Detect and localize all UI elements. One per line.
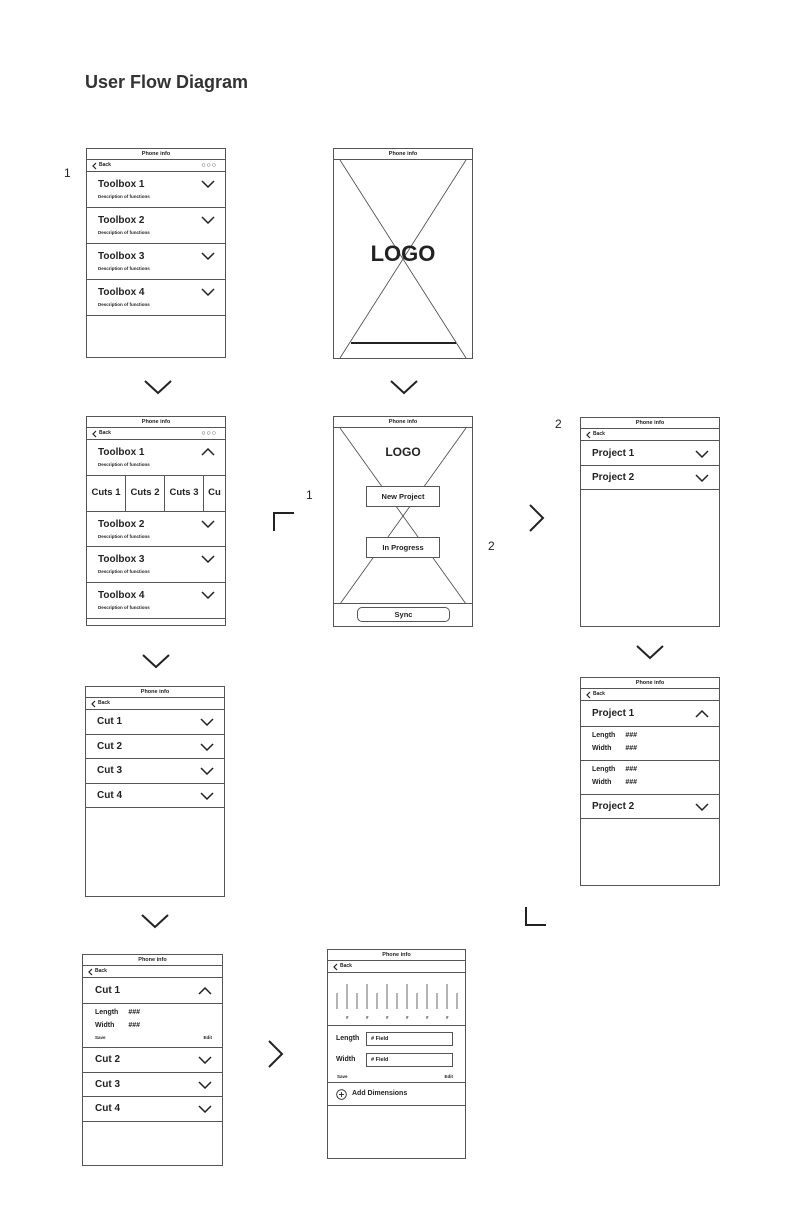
edit-button[interactable]: Edit <box>203 1035 212 1040</box>
length-row <box>95 1009 140 1016</box>
back-chevron-icon[interactable] <box>585 431 592 439</box>
flow-arrow-down-icon <box>636 645 664 659</box>
width-field[interactable]: # Field <box>366 1053 453 1067</box>
cut-title: Cut 2 <box>95 1054 120 1065</box>
cut-title: Cut 3 <box>97 765 122 776</box>
cut-detail-panel <box>83 1004 222 1048</box>
in-progress-button[interactable]: In Progress <box>366 537 440 558</box>
back-button[interactable]: Back <box>593 431 605 437</box>
cuts-cell-3[interactable]: Cuts 3 <box>165 476 204 511</box>
chevron-down-icon[interactable] <box>198 1081 212 1089</box>
sync-button[interactable]: Sync <box>357 607 450 622</box>
back-chevron-icon[interactable] <box>91 162 98 170</box>
length-label: Length <box>336 1035 360 1042</box>
cuts-strip <box>87 476 225 512</box>
cuts-cell-1[interactable]: Cuts 1 <box>87 476 126 511</box>
screen-toolbox-list <box>86 148 226 358</box>
width-label: Width <box>592 745 612 752</box>
step-label-2b: 2 <box>488 539 495 553</box>
toolbox-desc: Description of functions <box>98 605 150 610</box>
new-project-button[interactable]: New Project <box>366 486 440 507</box>
screen-project-detail <box>580 677 720 886</box>
back-chevron-icon[interactable] <box>91 430 98 438</box>
screen-cuts <box>85 686 225 897</box>
width-value: ### <box>128 1022 141 1029</box>
width-value: ### <box>625 745 638 752</box>
chevron-down-icon[interactable] <box>200 718 214 726</box>
page-title: User Flow Diagram <box>85 72 249 92</box>
ruler <box>328 973 465 1026</box>
more-dots-icon[interactable]: ○○○ <box>201 162 217 169</box>
cut-title: Cut 1 <box>97 716 122 727</box>
flow-arrow-down-icon <box>142 654 170 668</box>
tick-label: # <box>426 1015 429 1020</box>
project-item-2[interactable] <box>581 466 719 490</box>
project-title: Project 1 <box>592 708 635 719</box>
chevron-down-icon[interactable] <box>198 1105 212 1113</box>
back-button[interactable]: Back <box>99 430 111 436</box>
back-row <box>328 961 465 973</box>
footer-divider <box>334 603 472 604</box>
flow-arrow-corner-icon <box>273 512 295 532</box>
back-chevron-icon[interactable] <box>332 963 339 971</box>
chevron-down-icon[interactable] <box>695 803 709 811</box>
length-field[interactable]: # Field <box>366 1032 453 1046</box>
phone-info-bar: Phone info <box>328 950 465 961</box>
width-row <box>95 1022 140 1029</box>
screen-toolbox-expanded <box>86 416 226 626</box>
add-dimensions-row[interactable] <box>328 1083 465 1106</box>
back-button[interactable]: Back <box>95 968 107 974</box>
cut-item-4[interactable] <box>86 784 224 808</box>
back-row <box>87 160 225 172</box>
back-chevron-icon[interactable] <box>87 968 94 976</box>
dimension-group-1 <box>581 727 719 761</box>
chevron-down-icon[interactable] <box>200 767 214 775</box>
width-label: Width <box>592 779 612 786</box>
phone-info-bar: Phone info <box>87 149 225 160</box>
width-label: Width <box>95 1022 115 1029</box>
phone-info-bar: Phone info <box>581 418 719 429</box>
cut-item-1[interactable] <box>86 710 224 735</box>
loading-bar <box>351 342 456 344</box>
screen-home <box>333 416 473 627</box>
chevron-down-icon[interactable] <box>201 555 215 563</box>
flow-arrow-right-icon <box>529 504 544 532</box>
dimension-group-2 <box>581 761 719 795</box>
toolbox-title: Toolbox 2 <box>98 519 145 530</box>
toolbox-desc: Description of functions <box>98 194 150 199</box>
length-value: ### <box>128 1009 141 1016</box>
flow-arrow-right-icon <box>268 1040 283 1068</box>
chevron-down-icon[interactable] <box>200 743 214 751</box>
toolbox-item-4[interactable] <box>87 280 225 316</box>
cut-item-1[interactable] <box>83 978 222 1004</box>
tick-label: # <box>446 1015 449 1020</box>
cut-item-3[interactable] <box>86 759 224 784</box>
back-button[interactable]: Back <box>340 963 352 969</box>
step-label-1: 1 <box>64 166 71 180</box>
length-row <box>592 732 637 739</box>
add-circle-icon[interactable] <box>336 1089 347 1100</box>
tick-label: # <box>346 1015 349 1020</box>
toolbox-item-3[interactable] <box>87 547 225 583</box>
screen-measure <box>327 949 466 1159</box>
chevron-down-icon[interactable] <box>201 252 215 260</box>
tick-label: # <box>386 1015 389 1020</box>
toolbox-desc: Description of functions <box>98 230 150 235</box>
flow-arrow-corner-icon <box>525 906 547 926</box>
back-row <box>86 698 224 710</box>
back-row <box>83 966 222 978</box>
tick-label: # <box>366 1015 369 1020</box>
back-button[interactable]: Back <box>98 700 110 706</box>
project-item-1[interactable] <box>581 441 719 466</box>
cut-item-2[interactable] <box>86 735 224 759</box>
length-value: ### <box>625 732 638 739</box>
phone-info-bar: Phone info <box>86 687 224 698</box>
screen-projects <box>580 417 720 627</box>
toolbox-item-3[interactable] <box>87 244 225 280</box>
width-value: ### <box>625 779 638 786</box>
length-label: Length <box>592 766 616 773</box>
add-dimensions-label[interactable]: Add Dimensions <box>352 1090 408 1097</box>
phone-info-bar: Phone info <box>581 678 719 689</box>
toolbox-title: Toolbox 4 <box>98 590 145 601</box>
width-row <box>592 779 637 786</box>
cuts-cell-4[interactable]: Cu <box>208 487 221 498</box>
back-chevron-icon[interactable] <box>90 700 97 708</box>
back-button[interactable]: Back <box>99 162 111 168</box>
phone-info-bar: Phone info <box>334 417 472 428</box>
toolbox-title: Toolbox 4 <box>98 287 145 298</box>
back-button[interactable]: Back <box>593 691 605 697</box>
flow-arrow-down-icon <box>390 380 418 394</box>
chevron-down-icon[interactable] <box>200 792 214 800</box>
chevron-down-icon[interactable] <box>201 591 215 599</box>
toolbox-desc: Description of functions <box>98 462 150 467</box>
toolbox-item-4[interactable] <box>87 583 225 619</box>
toolbox-item-2[interactable] <box>87 208 225 244</box>
cut-item-3[interactable] <box>83 1073 222 1097</box>
toolbox-desc: Description of functions <box>98 534 150 539</box>
chevron-down-icon[interactable] <box>198 1056 212 1064</box>
toolbox-title: Toolbox 1 <box>98 447 145 458</box>
chevron-down-icon[interactable] <box>201 180 215 188</box>
tick-label: # <box>406 1015 409 1020</box>
step-label-2: 2 <box>555 417 562 431</box>
chevron-down-icon[interactable] <box>695 474 709 482</box>
cut-item-4[interactable] <box>83 1097 222 1122</box>
save-button[interactable]: Save <box>337 1074 348 1079</box>
screen-cut-detail <box>82 954 223 1166</box>
project-title: Project 2 <box>592 472 635 483</box>
chevron-up-icon[interactable] <box>695 710 709 718</box>
back-row <box>581 429 719 441</box>
width-label: Width <box>336 1056 356 1063</box>
chevron-down-icon[interactable] <box>201 216 215 224</box>
toolbox-desc: Description of functions <box>98 569 150 574</box>
save-button[interactable]: Save <box>95 1035 106 1040</box>
toolbox-item-2[interactable] <box>87 512 225 547</box>
cut-item-2[interactable] <box>83 1048 222 1073</box>
chevron-down-icon[interactable] <box>695 450 709 458</box>
toolbox-title: Toolbox 2 <box>98 215 145 226</box>
screen-splash <box>333 148 473 359</box>
toolbox-item-1[interactable] <box>87 172 225 208</box>
toolbox-desc: Description of functions <box>98 266 150 271</box>
back-row <box>581 689 719 701</box>
project-item-2[interactable] <box>581 795 719 819</box>
toolbox-item-1[interactable] <box>87 440 225 476</box>
cut-title: Cut 1 <box>95 985 120 996</box>
back-row <box>87 428 225 440</box>
toolbox-title: Toolbox 1 <box>98 179 145 190</box>
flow-arrow-down-icon <box>144 380 172 394</box>
length-row <box>592 766 637 773</box>
chevron-down-icon[interactable] <box>201 288 215 296</box>
chevron-up-icon[interactable] <box>201 448 215 456</box>
chevron-up-icon[interactable] <box>198 987 212 995</box>
length-label: Length <box>592 732 616 739</box>
back-chevron-icon[interactable] <box>585 691 592 699</box>
length-value: ### <box>625 766 638 773</box>
measure-form <box>328 1026 465 1083</box>
cut-title: Cut 2 <box>97 741 122 752</box>
toolbox-desc: Description of functions <box>98 302 150 307</box>
cut-title: Cut 4 <box>97 790 122 801</box>
step-label-1b: 1 <box>306 488 313 502</box>
chevron-down-icon[interactable] <box>201 520 215 528</box>
cut-title: Cut 3 <box>95 1079 120 1090</box>
toolbox-title: Toolbox 3 <box>98 251 145 262</box>
phone-info-bar: Phone info <box>87 417 225 428</box>
width-row <box>592 745 637 752</box>
phone-info-bar: Phone info <box>334 149 472 160</box>
project-item-1[interactable] <box>581 701 719 727</box>
splash-logo: LOGO <box>370 241 436 266</box>
length-label: Length <box>95 1009 119 1016</box>
phone-info-bar: Phone info <box>83 955 222 966</box>
flow-arrow-down-icon <box>141 914 169 928</box>
cut-title: Cut 4 <box>95 1103 120 1114</box>
cuts-cell-2[interactable]: Cuts 2 <box>126 476 165 511</box>
more-dots-icon[interactable]: ○○○ <box>201 430 217 437</box>
project-title: Project 2 <box>592 801 635 812</box>
toolbox-title: Toolbox 3 <box>98 554 145 565</box>
edit-button[interactable]: Edit <box>444 1074 453 1079</box>
home-logo: LOGO <box>368 441 438 463</box>
project-title: Project 1 <box>592 448 635 459</box>
